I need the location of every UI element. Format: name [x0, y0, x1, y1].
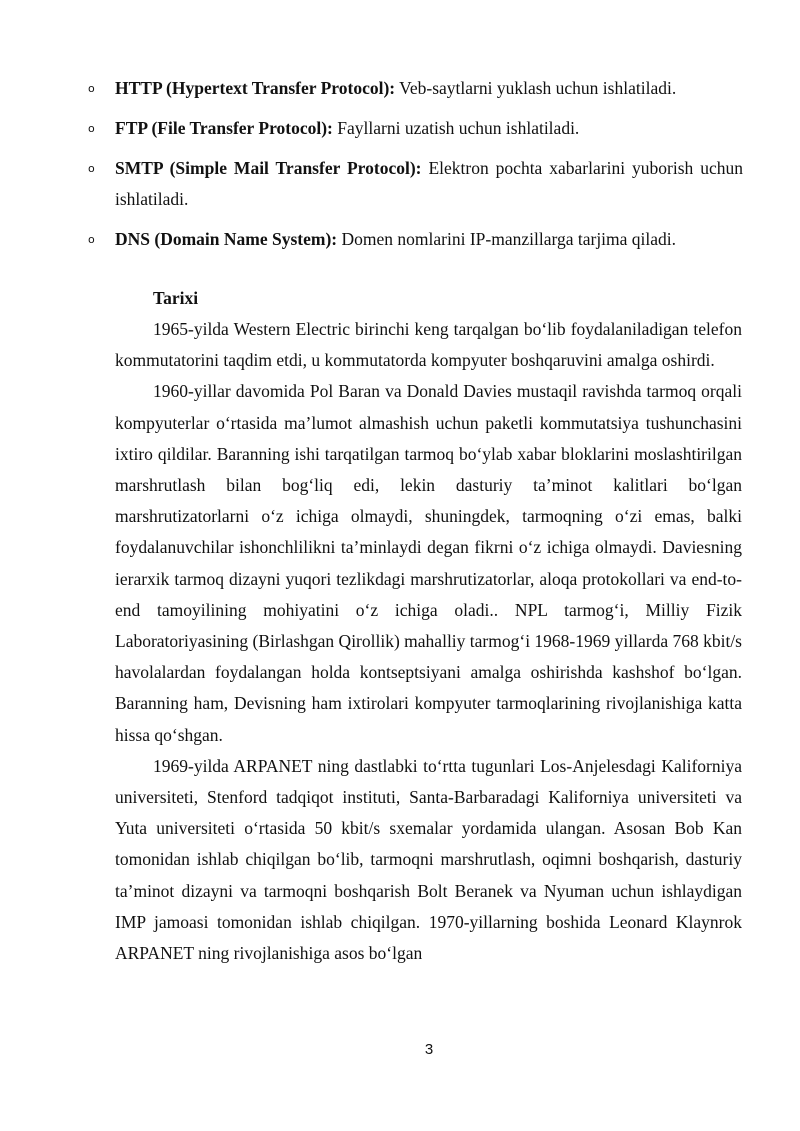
bullet-marker: o: [88, 122, 95, 135]
protocol-item-smtp: [88, 153, 743, 215]
protocol-term: HTTP (Hypertext Transfer Protocol):: [115, 78, 396, 98]
protocol-term: FTP (File Transfer Protocol):: [115, 118, 333, 138]
protocol-list: [88, 73, 743, 264]
paragraph: 1969-yilda ARPANET ning dastlabki to‘rtta tugunlari Los-Anjelesdagi Kaliforniya universiteti, Stenford tadqiqot instituti, Santa-Barbaradagi Kaliforniya universiteti va Yuta universiteti o‘rtasida 50 kbit/s sxemalar yordamida ulangan. Asosan Bob Kan tomonidan ishlab chiqilgan bo‘lib, tarmoqni marshrutlash, oqimni boshqarish, dasturiy ta’minot dizayni va tarmoqni boshqarish Bolt Beranek va Nyuman uchun ishlaydigan IMP jamoasi tomonidan ishlab chiqilgan. 1970-yillarning boshida Leonard Klaynrok ARPANET ning rivojlanishiga asos bo‘lgan: [115, 755, 742, 964]
protocol-description: Domen nomlarini IP-manzillarga tarjima qiladi.: [337, 229, 677, 249]
protocol-term: DNS (Domain Name System):: [115, 229, 338, 249]
protocol-item-http: [88, 73, 743, 104]
section-heading: Tarixi: [153, 288, 199, 308]
bullet-marker: o: [88, 233, 95, 246]
protocol-item-dns: [88, 224, 743, 255]
bullet-marker: o: [88, 82, 95, 95]
protocol-description: Veb-saytlarni yuklash uchun ishlatiladi.: [395, 78, 677, 98]
protocol-term: SMTP (Simple Mail Transfer Protocol):: [115, 158, 422, 178]
protocol-description: Fayllarni uzatish uchun ishlatiladi.: [332, 118, 580, 138]
paragraph: 1960-yillar davomida Pol Baran va Donald Davies mustaqil ravishda tarmoq orqali kompyuterlar o‘rtasida ma’lumot almashish uchun paketli kommutatsiya tushunchasini ixtiro qildilar. Baranning ishi tarqatilgan tarmoq bo‘ylab xabar bloklarini moslashtirilgan marshrutlash bilan bog‘liq edi, lekin dasturiy ta’minot kalitlari bo‘lgan marshrutizatorlarni o‘z ichiga olmaydi, shuningdek, tarmoqning o‘zi emas, balki foydalanuvchilar ishonchlilikni ta’minlaydi degan fikrni o‘z ichiga olmaydi. Daviesning ierarxik tarmoq dizayni yuqori tezlikdagi marshrutizatorlar, aloqa protokollari va end-to-end tamoyilining mohiyatini o‘z ichiga oladi.. NPL tarmog‘i, Milliy Fizik Laboratoriyasining (Birlashgan Qirollik) mahalliy tarmog‘i 1968-1969 yillarda 768 kbit/s havolalardan foydalangan holda kontseptsiyani amalga oshirishda kashshof bo‘lgan. Baranning ham, Devisning ham ixtirolari kompyuter tarmoqlarining rivojlanishiga katta hissa qo‘shgan.: [115, 381, 742, 745]
paragraph: 1965-yilda Western Electric birinchi keng tarqalgan bo‘lib foydalaniladigan telefon kommutatorini taqdim etdi, u kommutatorda kompyuter boshqaruvini amalga oshirdi.: [115, 319, 742, 371]
page-number: 3: [424, 1041, 434, 1058]
protocol-description: Elektron pochta xabarlarini yuborish uchun ishlatiladi.: [115, 158, 743, 209]
history-section: [115, 283, 742, 969]
protocol-item-ftp: [88, 113, 743, 144]
bullet-marker: o: [88, 162, 95, 175]
